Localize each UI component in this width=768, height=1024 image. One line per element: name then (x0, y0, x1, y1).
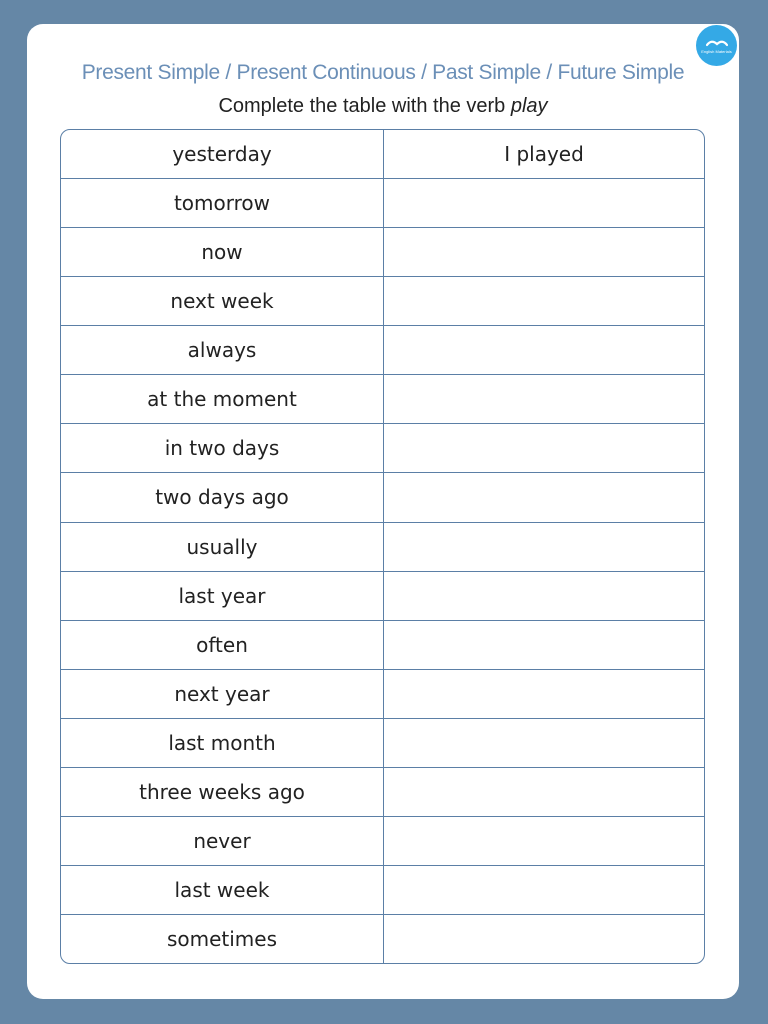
time-expression-cell: next year (61, 670, 384, 718)
answer-cell[interactable] (384, 179, 704, 227)
answer-cell[interactable] (384, 473, 704, 521)
table-row (61, 572, 704, 621)
table-row (61, 523, 704, 572)
time-expression-cell: never (61, 817, 384, 865)
answer-cell[interactable] (384, 866, 704, 914)
answer-cell[interactable] (384, 326, 704, 374)
verb-table (60, 129, 705, 964)
time-expression-cell: usually (61, 523, 384, 571)
time-expression-cell: tomorrow (61, 179, 384, 227)
time-expression-cell: two days ago (61, 473, 384, 521)
table-row (61, 768, 704, 817)
table-row (61, 621, 704, 670)
answer-cell[interactable] (384, 228, 704, 276)
time-expression-cell: last year (61, 572, 384, 620)
answer-cell[interactable] (384, 719, 704, 767)
time-expression-cell: always (61, 326, 384, 374)
answer-cell[interactable] (384, 375, 704, 423)
answer-cell[interactable] (384, 523, 704, 571)
table-row (61, 179, 704, 228)
answer-cell[interactable] (384, 277, 704, 325)
answer-cell[interactable]: I played (504, 142, 584, 167)
table-row (61, 375, 704, 424)
open-book-icon (706, 38, 728, 48)
time-expression-cell: last month (61, 719, 384, 767)
table-row (61, 817, 704, 866)
time-expression-cell: often (61, 621, 384, 669)
answer-cell[interactable] (384, 670, 704, 718)
worksheet-title: Present Simple / Present Continuous / Past Simple / Future Simple (81, 61, 685, 84)
instruction-text: Complete the table with the verb (218, 95, 511, 117)
table-row (61, 866, 704, 915)
logo-text: English Materials (701, 48, 732, 54)
table-row (61, 670, 704, 719)
answer-cell[interactable] (384, 424, 704, 472)
table-row (61, 424, 704, 473)
instruction (27, 95, 739, 118)
time-expression-cell: now (61, 228, 384, 276)
instruction-verb: play (510, 95, 548, 117)
answer-cell[interactable] (384, 817, 704, 865)
time-expression-cell: in two days (61, 424, 384, 472)
time-expression-cell: sometimes (61, 915, 384, 963)
logo (696, 25, 737, 66)
table-row (61, 228, 704, 277)
time-expression-cell: yesterday (61, 130, 384, 178)
time-expression-cell: at the moment (61, 375, 384, 423)
answer-cell[interactable] (384, 621, 704, 669)
table-row (61, 326, 704, 375)
table-row (61, 473, 704, 522)
answer-cell[interactable] (384, 768, 704, 816)
answer-cell[interactable] (384, 915, 704, 963)
table-row (61, 130, 704, 179)
time-expression-cell: next week (61, 277, 384, 325)
table-row (61, 719, 704, 768)
time-expression-cell: last week (61, 866, 384, 914)
time-expression-cell: three weeks ago (61, 768, 384, 816)
table-row (61, 277, 704, 326)
table-row (61, 915, 704, 963)
answer-cell[interactable] (384, 572, 704, 620)
